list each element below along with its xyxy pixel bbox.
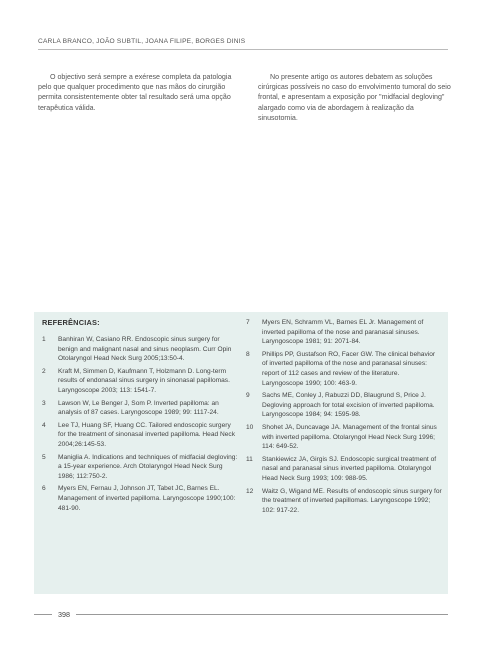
reference-item (42, 453, 238, 482)
reference-item (42, 335, 238, 364)
reference-item (246, 391, 442, 420)
reference-text: Myers EN, Schramm VL, Barnes EL Jr. Management of inverted papilloma of the nose and paranasal sinuses. Laryngoscope 1981; 91: 2071-84. (262, 319, 424, 346)
reference-item (42, 421, 238, 450)
intro-text (38, 72, 454, 123)
reference-number: 1 (42, 336, 46, 343)
reference-text: Lee TJ, Huang SF, Huang CC. Tailored endoscopic surgery for the treatment of sinonasal inverted papilloma. Head Neck 2004;26:145-53. (58, 421, 236, 448)
reference-text: Maniglia A. Indications and techniques of midfacial degloving: a 15-year experience. Arch Otolaryngol Head Neck Surg 1986; 112:750-2. (58, 453, 238, 480)
reference-number: 2 (42, 367, 46, 375)
reference-number: 9 (246, 392, 250, 400)
reference-text: Phillips PP, Gustafson RO, Facer GW. The clinical behavior of inverted papilloma of the nose and paranasal sinuses: report of 112 cases and review of the literature. Laryngoscope 1990; 100: 463-9. (262, 350, 436, 387)
reference-text: Shohet JA, Duncavage JA. Management of the frontal sinus with inverted papilloma. Otolaryngol Head Neck Surg 1996; 114: 649-52. (262, 423, 437, 451)
reference-number: 6 (42, 485, 46, 493)
reference-item (246, 318, 442, 347)
reference-number: 5 (42, 453, 46, 461)
intro-left-paragraph: O objectivo será sempre a exérese completa da patologia pelo que qualquer procedimento que nas mãos do cirurgião permita consistentemente obter tal resultado será uma opção terapêutica válida. (38, 73, 232, 112)
reference-item (246, 423, 442, 452)
reference-number: 11 (246, 455, 253, 463)
reference-text: Waitz G, Wigand ME. Results of endoscopic sinus surgery for the treatment of inverted papillomas. Laryngoscope 1992; 102: 917-22. (262, 487, 442, 514)
references-left-column (42, 318, 238, 594)
page-number: 398 (58, 610, 70, 619)
reference-item (246, 487, 442, 516)
reference-number: 8 (246, 350, 250, 358)
reference-item (42, 484, 238, 513)
reference-number: 10 (246, 423, 254, 431)
reference-text: Kraft M, Simmen D, Kaufmann T, Holzmann D. Long-term results of endonasal sinus surgery in sinonasal papillomas. Laryngoscope 2003; 113: 1541-7. (58, 367, 230, 394)
reference-number: 12 (246, 487, 254, 495)
reference-item (246, 455, 442, 484)
reference-item (42, 399, 238, 418)
page-footer (34, 610, 448, 619)
reference-text: Lawson W, Le Benger J, Som P. Inverted papilloma: an analysis of 87 cases. Laryngoscope 1989; 99: 1117-24. (58, 399, 219, 417)
running-header (38, 38, 448, 50)
reference-text: Banhiran W, Casiano RR. Endoscopic sinus surgery for benign and malignant nasal and sinus neoplasm. Curr Opin Otolaryngol Head Neck Surg 2005;13:50-4. (58, 336, 232, 363)
reference-item (246, 350, 442, 388)
header-authors: CARLA BRANCO, JOÃO SUBTIL, JOANA FILIPE, BORGES DINIS (38, 38, 246, 45)
footer-rule-right (76, 614, 448, 615)
reference-item (42, 367, 238, 396)
reference-text: Stankiewicz JA, Girgis SJ. Endoscopic surgical treatment of nasal and paranasal sinus inverted papilloma. Otolaryngol Head Neck Surg 1993; 109: 988-95. (262, 455, 437, 482)
intro-right-paragraph: No presente artigo os autores debatem as soluções cirúrgicas possíveis no caso do envolvimento tumoral do seio frontal, e apresentam a exposição por "midfacial degloving" alargado como via de abordagem à realização da sinusotomia. (258, 73, 451, 122)
reference-number: 7 (246, 319, 250, 326)
references-right-column (246, 318, 442, 594)
reference-text: Sachs ME, Conley J, Rabuzzi DD, Blaugrund S, Price J. Degloving approach for total excision of inverted papilloma. Laryngoscope 1984; 94: 1595-98. (262, 392, 435, 419)
reference-number: 3 (42, 399, 46, 407)
references-title: REFERÊNCIAS: (42, 318, 100, 327)
reference-number: 4 (42, 421, 46, 429)
footer-rule-left (34, 614, 52, 615)
references-box (34, 312, 448, 594)
reference-text: Myers EN, Fernau J, Johnson JT, Tabet JC, Barnes EL. Management of inverted papilloma. Laryngoscope 1990;100: 481-90. (58, 485, 236, 512)
